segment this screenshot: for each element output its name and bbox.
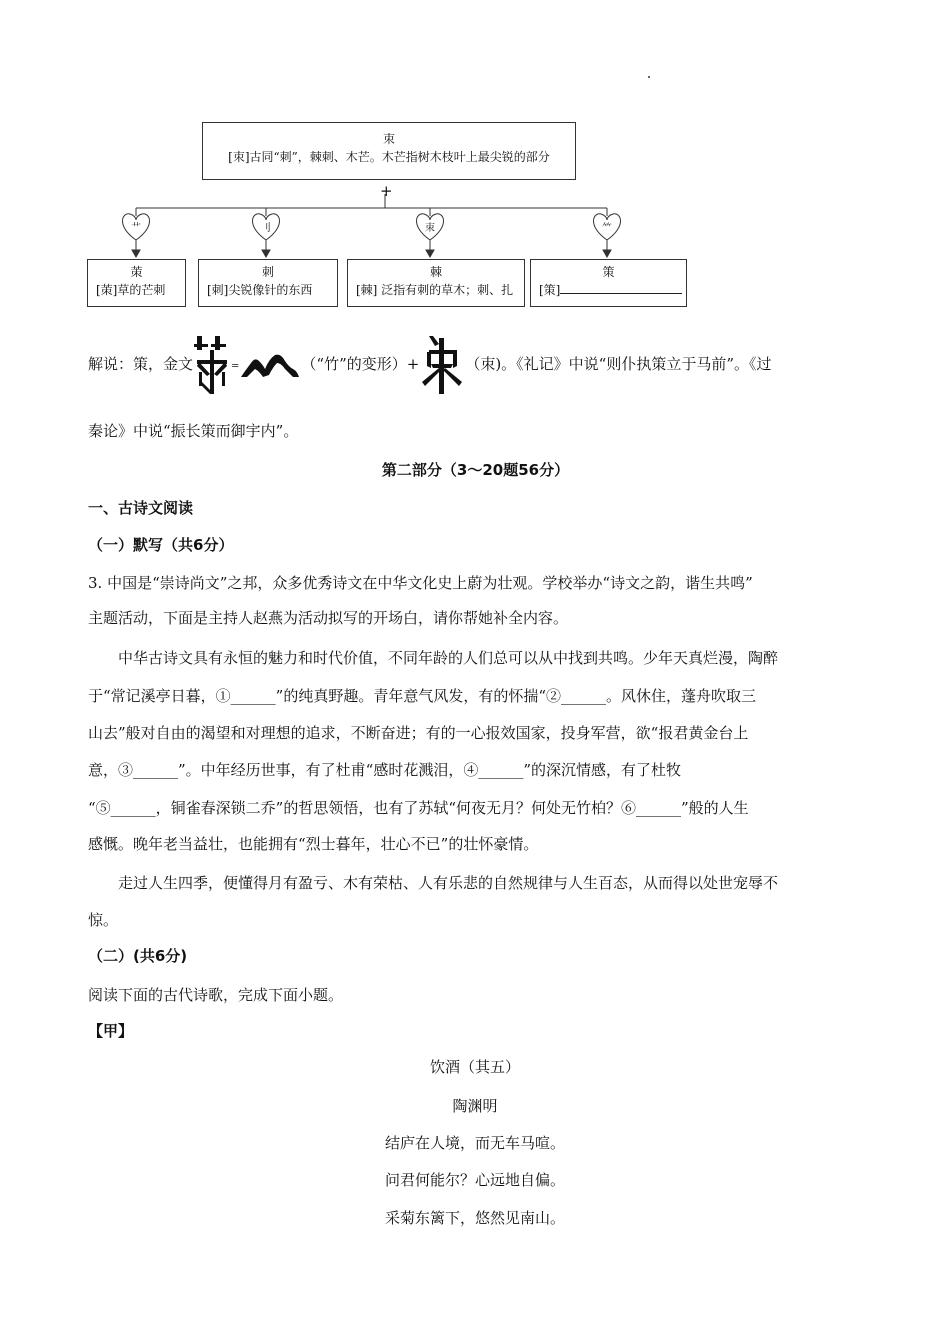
radical-knife: 刂	[261, 223, 271, 234]
bronze-ce-glyph	[193, 334, 231, 396]
char-box-2	[198, 259, 338, 307]
poem-author: 陶渊明	[452, 1097, 498, 1115]
q3-intro-line-2: 主题活动，下面是主持人赵燕为活动拟写的开场白，请你帮她补全内容。	[88, 609, 569, 627]
char-box-desc: [棘] 泛指有刺的草木；刺、扎	[356, 283, 514, 297]
char-box-3	[347, 259, 525, 307]
q3-para1-line-1: 中华古诗文具有永恒的魅力和时代价值，不同年龄的人们总可以从中找到共鸣。少年天真烂漫，陶醉	[118, 649, 779, 667]
char-box-char: 刺	[261, 265, 274, 279]
explanation-line-2: 秦论》中说“振长策而御宇内”。	[88, 422, 299, 440]
explanation-line-1: 解说：策，金文 = （“竹”的变形）+ （朿)。《礼记》中说“则仆执策立于马前”。《过	[88, 334, 863, 394]
q3-para1-line-6: 感慨。晚年老当益壮，也能拥有“烈士暮年，壮心不已”的壮怀豪情。	[88, 835, 539, 853]
q3-para1-line-3: 山去”般对自由的渴望和对理想的追求，不断奋进；有的一心报效国家，投身军营，欲“报君黄金台上	[88, 724, 749, 742]
char-box-4	[530, 259, 687, 307]
poem-line: 结庐在人境，而无车马喧。	[384, 1134, 565, 1152]
q3-para2-line-1: 走过人生四季，便懂得月有盈亏、木有荣枯、人有乐悲的自然规律与人生百态，从而得以处世宠辱不	[118, 874, 779, 892]
bronze-ci-glyph	[419, 334, 465, 396]
plus-sign: +	[380, 182, 393, 200]
poem-title: 饮酒（其五）	[429, 1058, 520, 1076]
char-box-1	[87, 259, 186, 307]
stray-dot	[648, 76, 650, 78]
char-box-char: 策	[602, 265, 615, 279]
jia-label: 【甲】	[88, 1022, 134, 1040]
top-char: 朿	[382, 132, 395, 146]
char-box-desc: [刺]尖锐像针的东西	[207, 283, 313, 297]
radical-bamboo: ⺮	[602, 223, 612, 234]
char-box-char: 茦	[130, 265, 143, 279]
character-diagram	[86, 122, 690, 308]
answer-blank[interactable]	[560, 281, 682, 294]
section-one-heading: 一、古诗文阅读	[88, 499, 194, 517]
q3-intro-line-1: 3. 中国是“崇诗尚文”之邦，众多优秀诗文在中华文化史上蔚为壮观。学校举办“诗文之韵，谐生共鸣”	[88, 574, 753, 592]
reading-instruction: 阅读下面的古代诗歌，完成下面小题。	[88, 986, 344, 1004]
radical-thorn: 朿	[425, 223, 435, 234]
bronze-bamboo-glyph	[239, 351, 301, 379]
poem-line: 问君何能尔？心远地自偏。	[384, 1171, 565, 1189]
q3-para1-line-4[interactable]: 意，③______”。中年经历世事，有了杜甫“感时花溅泪，④______”的深沉情感，有了杜牧	[88, 761, 682, 779]
radical-grass: 艹	[131, 223, 141, 234]
q3-para2-line-2: 惊。	[88, 911, 119, 929]
part-two-title: 第二部分（3～20题56分）	[381, 461, 570, 479]
sub-two-heading: （二）(共6分)	[88, 947, 188, 965]
top-char-desc: [朿]古同“刺”，棘刺、木芒。木芒指树木枝叶上最尖锐的部分	[228, 150, 550, 164]
poem-line: 采菊东篱下，悠然见南山。	[384, 1209, 565, 1227]
char-box-desc: [策]	[531, 281, 686, 299]
top-char-box	[202, 122, 576, 180]
q3-para1-line-5[interactable]: “⑤______，铜雀春深锁二乔”的哲思领悟，也有了苏轼“何夜无月？何处无竹柏？⑥______”般的人生	[88, 799, 749, 817]
char-box-desc: [茦]草的芒刺	[96, 283, 166, 297]
q3-para1-line-2[interactable]: 于“常记溪亭日暮，①______”的纯真野趣。青年意气风发，有的怀揣“②______。风休住，蓬舟吹取三	[88, 687, 757, 705]
sub-one-heading: （一）默写（共6分）	[88, 536, 234, 554]
char-box-char: 棘	[429, 265, 442, 279]
